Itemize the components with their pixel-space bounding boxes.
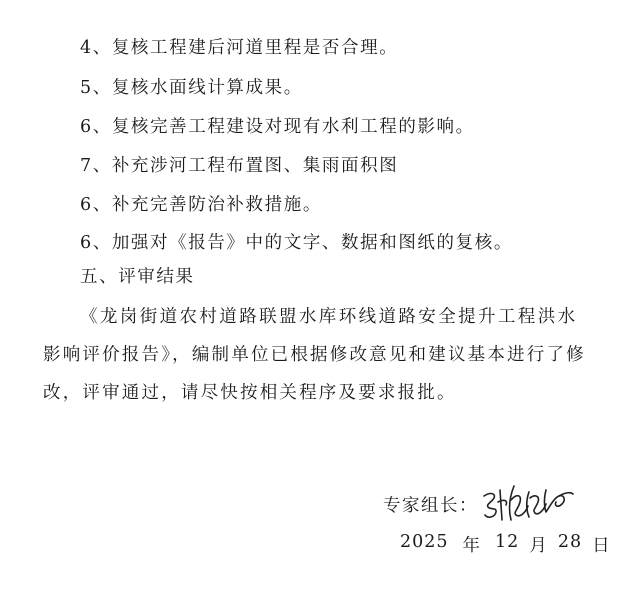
review-item-6a: 6、复核完善工程建设对现有水利工程的影响。 bbox=[80, 117, 475, 137]
signoff-label: 专家组长： bbox=[383, 495, 478, 516]
date-day-unit: 日 bbox=[592, 536, 611, 556]
handwritten-signature bbox=[480, 482, 576, 526]
date-year: 2025 bbox=[400, 532, 449, 552]
signoff-date bbox=[400, 532, 611, 557]
date-month-unit: 月 bbox=[529, 536, 548, 556]
date-day: 28 bbox=[557, 532, 583, 552]
review-item-5: 5、复核水面线计算成果。 bbox=[80, 78, 303, 98]
date-year-unit: 年 bbox=[462, 536, 482, 556]
review-item-4: 4、复核工程建后河道里程是否合理。 bbox=[80, 38, 399, 58]
review-item-7: 7、补充涉河工程布置图、集雨面积图 bbox=[80, 156, 399, 176]
signoff-row bbox=[383, 486, 576, 522]
review-item-6c: 6、加强对《报告》中的文字、数据和图纸的复核。 bbox=[80, 233, 513, 253]
section-heading: 五、评审结果 bbox=[80, 267, 195, 287]
result-paragraph-line-3: 改，评审通过，请尽快按相关程序及要求报批。 bbox=[43, 383, 457, 403]
result-paragraph-line-2: 影响评价报告》，编制单位已根据修改意见和建议基本进行了修 bbox=[43, 345, 586, 365]
review-item-6b: 6、补充完善防治补救措施。 bbox=[80, 195, 322, 215]
result-paragraph-line-1: 《龙岗街道农村道路联盟水库环线道路安全提升工程洪水 bbox=[80, 307, 578, 327]
date-month: 12 bbox=[495, 532, 520, 552]
